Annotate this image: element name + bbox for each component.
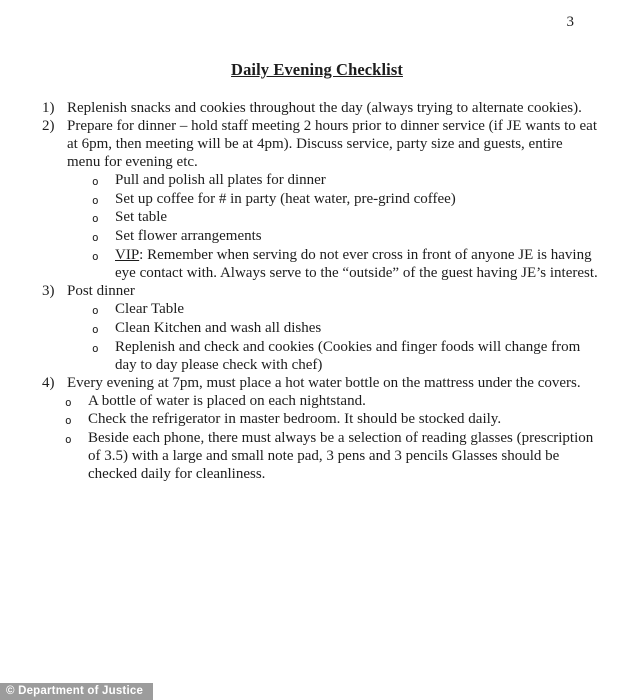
subitem-check-refrigerator <box>67 411 598 430</box>
item-4-text: Every evening at 7pm, must place a hot water bottle on the mattress under the covers. <box>67 374 581 391</box>
checklist-item-1 <box>42 100 598 118</box>
subitem-replenish-cookies <box>67 339 598 375</box>
item-2-text: Prepare for dinner – hold staff meeting 2 hours prior to dinner service (if JE wants to eat at 6pm, then meeting will be at 4pm). Discuss service, party size and guests, entire menu for evening etc. <box>67 117 597 170</box>
item-3-marker: 3) <box>42 283 55 300</box>
item-1-marker: 1) <box>42 100 55 116</box>
subitem-clean-kitchen <box>67 320 598 339</box>
watermark-bar <box>0 683 153 700</box>
circle-bullet: o <box>92 174 99 188</box>
subitem-text: Pull and polish all plates for dinner <box>115 171 326 188</box>
subitem-text: Clear Table <box>115 300 185 317</box>
checklist-item-3 <box>42 283 598 375</box>
item-3-sublist <box>67 301 598 375</box>
subitem-reading-glasses <box>67 430 598 484</box>
circle-bullet: o <box>92 341 99 355</box>
item-2-sublist <box>67 172 598 283</box>
subitem-set-table <box>67 209 598 228</box>
subitem-set-flower-arrangements <box>67 228 598 247</box>
circle-bullet: o <box>92 193 99 207</box>
subitem-text: Replenish and check and cookies (Cookies and finger foods will change from day to day please check with chef) <box>115 338 581 373</box>
page-number: 3 <box>566 14 574 30</box>
subitem-text <box>115 247 598 283</box>
subitem-clear-table <box>67 301 598 320</box>
item-4-marker: 4) <box>42 374 55 391</box>
item-3-text: Post dinner <box>67 283 135 300</box>
circle-bullet: o <box>92 322 99 336</box>
circle-bullet: o <box>92 303 99 317</box>
circle-bullet: o <box>65 414 72 428</box>
subitem-text: Set up coffee for # in party (heat water, pre-grind coffee) <box>115 190 456 207</box>
vip-label: VIP <box>115 247 140 264</box>
checklist-item-2 <box>42 118 598 283</box>
document-title: Daily Evening Checklist <box>231 60 403 79</box>
checklist-item-4 <box>42 375 598 484</box>
subitem-text: Set table <box>115 209 168 226</box>
circle-bullet: o <box>65 395 72 409</box>
circle-bullet: o <box>92 250 99 264</box>
circle-bullet: o <box>65 433 72 447</box>
item-2-marker: 2) <box>42 117 55 134</box>
subitem-text: Clean Kitchen and wash all dishes <box>115 319 322 336</box>
subitem-text: Check the refrigerator in master bedroom. It should be stocked daily. <box>88 411 502 428</box>
subitem-pull-polish-plates <box>67 172 598 191</box>
subitem-bottle-of-water <box>67 393 598 412</box>
subitem-vip-serving-rule <box>67 247 598 283</box>
subitem-text: Beside each phone, there must always be a selection of reading glasses (prescription of 3.5) with a large and small note pad, 3 pens and 3 pencils Glasses should be checked daily for cleanliness. <box>88 430 594 483</box>
item-1-text: Replenish snacks and cookies throughout the day (always trying to alternate cookies). <box>67 100 582 116</box>
item-4-sublist <box>67 393 598 485</box>
circle-bullet: o <box>92 212 99 226</box>
subitem-text: Set flower arrangements <box>115 228 262 245</box>
subitem-text: A bottle of water is placed on each nightstand. <box>88 392 366 409</box>
subitem-set-up-coffee <box>67 191 598 210</box>
vip-text: : Remember when serving do not ever cross in front of anyone JE is having eye contact with. Always serve to the “outside” of the guest having JE’s interest. <box>115 247 598 282</box>
checklist <box>42 100 598 484</box>
circle-bullet: o <box>92 231 99 245</box>
watermark-text: © Department of Justice <box>6 685 144 697</box>
